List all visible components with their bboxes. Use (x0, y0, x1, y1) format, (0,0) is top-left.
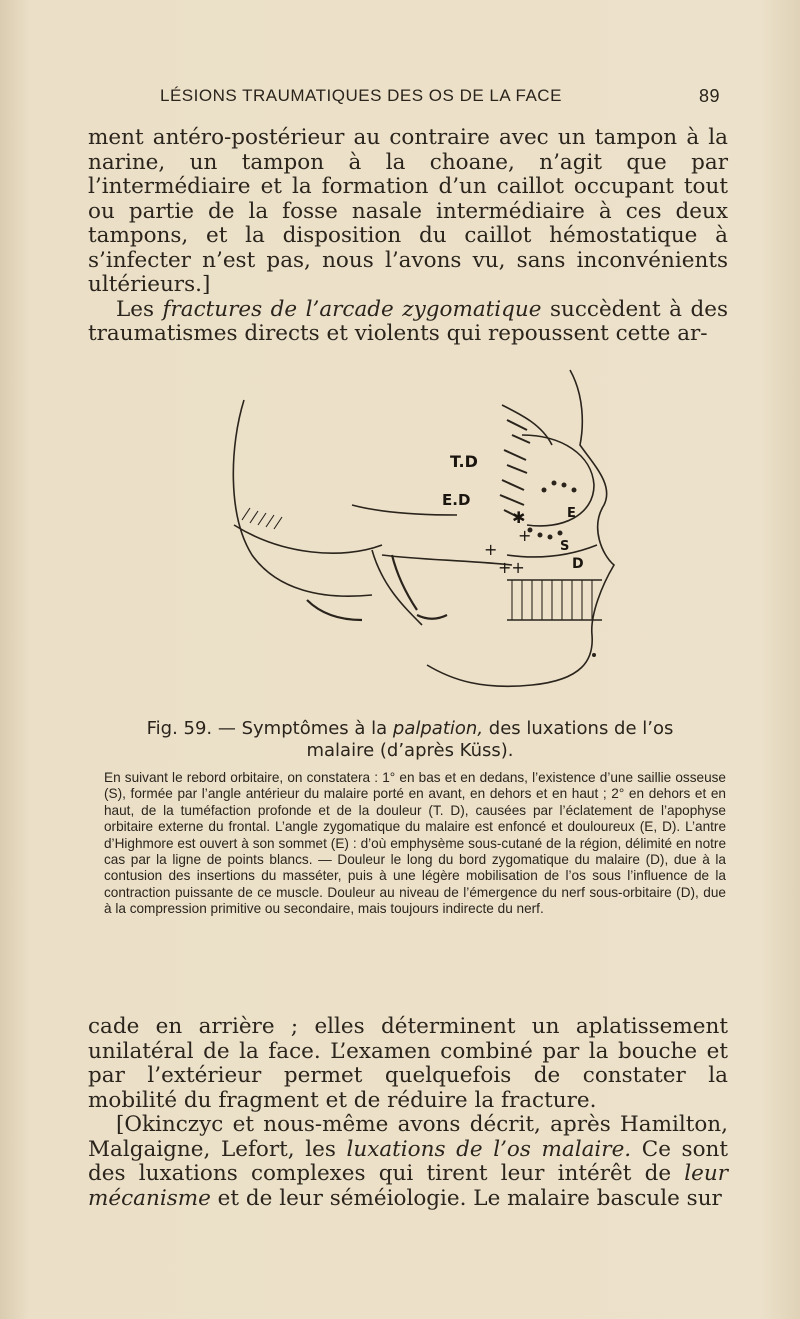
skull-base-line (234, 525, 382, 553)
emphysema-dots (528, 481, 597, 658)
figure-legend (104, 770, 726, 918)
italic-term: fractures de l’arcade zygomatique (162, 296, 542, 322)
label-s: S (560, 539, 570, 554)
label-d: D (572, 556, 584, 572)
running-title: LÉSIONS TRAUMATIQUES DES OS DE LA FACE (160, 86, 562, 105)
svg-text:++: ++ (498, 558, 525, 577)
skull-figure (222, 355, 622, 695)
svg-text:✱: ✱ (512, 508, 526, 527)
paragraph-cade: cade en arrière ; elles déterminent un aplatissement unilatéral de la face. L’examen combiné par la bouche et par l’extérieur permet quelquefois de constater la mobilité du fragment et de réduire la fracture. (88, 1014, 728, 1113)
body-text-top (88, 126, 728, 347)
caption-prefix: Fig. 59. — Symptômes à la (146, 718, 393, 739)
figure-caption (130, 718, 690, 762)
body-text-bottom (88, 1015, 728, 1211)
paragraph-okinczyc (88, 1113, 728, 1211)
paragraph-fractures (88, 298, 728, 347)
italic-term: luxations de l’os malaire. (346, 1136, 632, 1162)
text-run: et de leur séméiologie. Le malaire bascule sur (210, 1185, 722, 1211)
skull-outline (233, 400, 372, 596)
legend-text: En suivant le rebord orbitaire, on constatera : 1° en bas et en dedans, l’existence d’une saillie osseuse (S), formée par l’angle antérieur du malaire porté en avant, en dehors et en haut ; 2° en dehors et en haut, de la tuméfaction profonde et de la douleur (T. D), causées par l’éclatement de l’apophyse orbitaire externe du frontal. L’angle zygomatique du malaire est enfoncé et douloureux (E, D). L’antre d’Highmore est ouvert à son sommet (E) : d’où emphysème sous-cutané de la région, délimité en notre cas par la ligne de points blancs. — Douleur le long du bord zygomatique du malaire (D), due à la contusion des insertions du masséter, puis à une légère mobilisation de l’os sous l’influence de la contraction puissante de ce muscle. Douleur au niveau de l’émergence du nerf sous-orbitaire (D), due à la compression primitive ou secondaire, mais toujours indirecte du nerf. (104, 770, 726, 917)
label-ed: E.D (442, 491, 471, 509)
italic-term: leur mécanisme (88, 1161, 728, 1211)
teeth-rows (512, 580, 592, 620)
skull-illustration (222, 355, 622, 695)
label-td: T.D (450, 452, 478, 471)
caption-suffix: des luxations de l’os malaire (d’après Küss). (306, 718, 674, 761)
text-run: Les (116, 296, 163, 322)
svg-text:+: + (484, 540, 498, 559)
paragraph-continuation: ment antéro-postérieur au contraire avec un tampon à la narine, un tampon à la choane, n’agit que par l’intermédiaire et la formation d’un caillot occupant tout ou partie de la fosse nasale intermédiaire à ces deux tampons, et la disposition du caillot hémostatique à s’infecter n’est pas, nous l’avons vu, sans inconvénients ultérieurs.] (88, 125, 728, 297)
page-number: 89 (698, 86, 720, 106)
label-e: E (567, 506, 576, 521)
text-run: [Okinczyc et nous-même avons décrit, après Hamilton, Malgaigne, Lefort, les (88, 1112, 728, 1162)
text-run: Ce sont des luxations complexes qui tirent leur intérêt de (88, 1136, 729, 1186)
text-run: succèdent à des traumatismes directs et violents qui repoussent cette ar- (88, 296, 728, 346)
svg-text:+: + (518, 526, 532, 545)
caption-italic: palpation, (392, 718, 484, 739)
